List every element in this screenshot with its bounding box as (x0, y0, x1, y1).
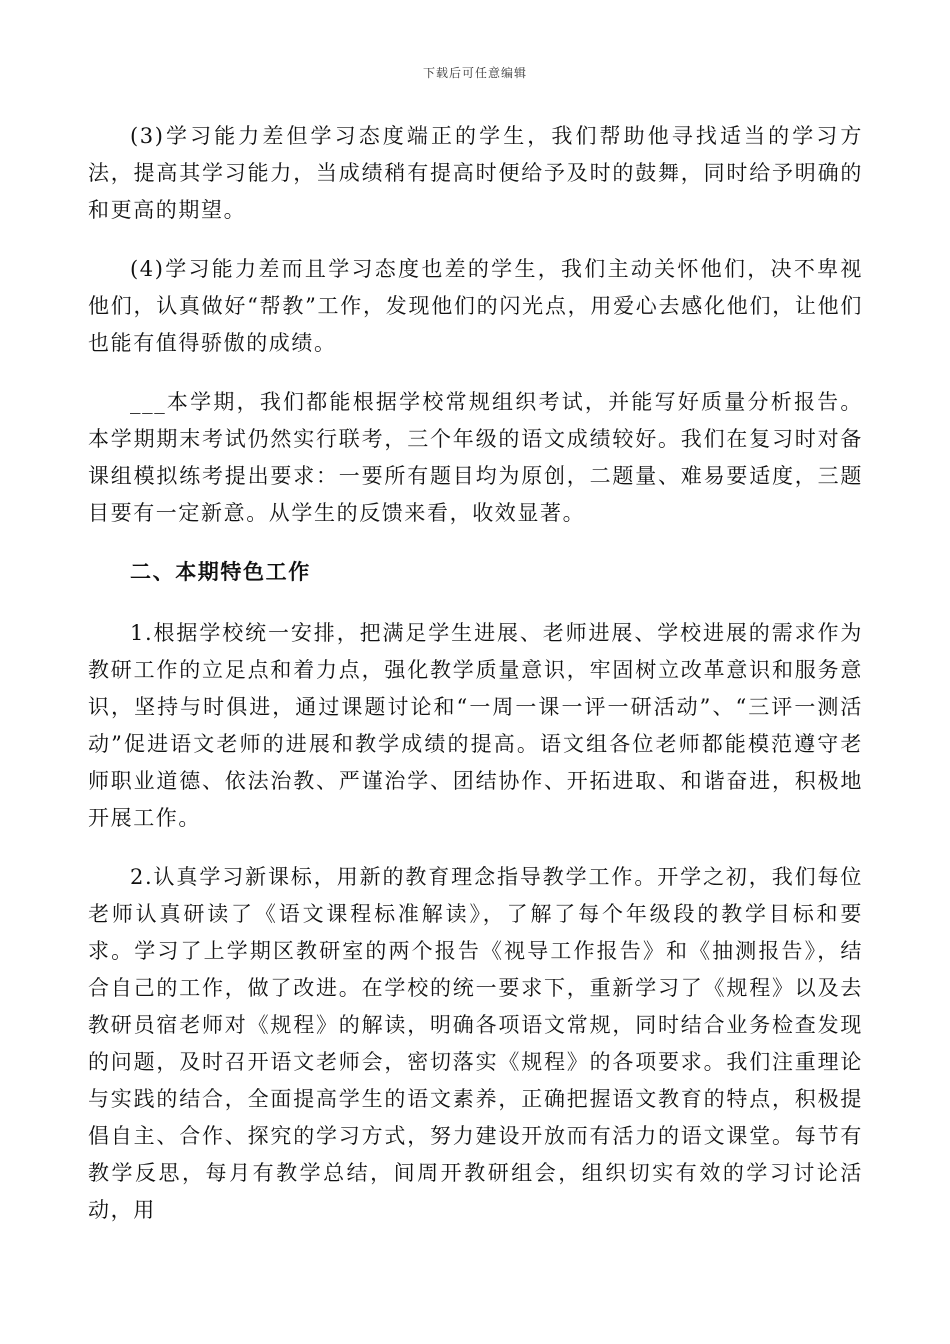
section-heading: 二、本期特色工作 (130, 560, 311, 584)
paragraph-item-1: 1.根据学校统一安排，把满足学生进展、老师进展、学校进展的需求作为教研工作的立足点和着力点，强化教学质量意识，牢固树立改革意识和服务意识，坚持与时俱进，通过课题讨论和“一周一课一评一研活动”、“三评一测活动”促进语文老师的进展和教学成绩的提高。语文组各位老师都能模范遵守老师职业道德、依法治教、严谨治学、团结协作、开拓进取、和谐奋进，积极地开展工作。 (88, 621, 863, 830)
document-body (88, 118, 863, 1251)
paragraph-exams: ___本学期，我们都能根据学校常规组织考试，并能写好质量分析报告。本学期期末考试仍然实行联考，三个年级的语文成绩较好。我们在复习时对备课组模拟练考提出要求：一要所有题目均为原创，二题量、难易要适度，三题目要有一定新意。从学生的反馈来看，收效显著。 (88, 390, 863, 525)
paragraph-item-2: 2.认真学习新课标，用新的教育理念指导教学工作。开学之初，我们每位老师认真研读了《语文课程标准解读》，了解了每个年级段的教学目标和要求。学习了上学期区教研室的两个报告《视导工作报告》和《抽测报告》，结合自己的工作，做了改进。在学校的统一要求下，重新学习了《规程》以及去教研员宿老师对《规程》的解读，明确各项语文常规，同时结合业务检查发现的问题，及时召开语文老师会，密切落实《规程》的各项要求。我们注重理论与实践的结合，全面提高学生的语文素养，正确把握语文教育的特点，积极提倡自主、合作、探究的学习方式，努力建设开放而有活力的语文课堂。每节有教学反思，每月有教学总结，间周开教研组会，组织切实有效的学习讨论活动，用 (88, 865, 863, 1222)
page-header-note: 下载后可任意编辑 (422, 66, 527, 80)
paragraph-3: (3)学习能力差但学习态度端正的学生，我们帮助他寻找适当的学习方法，提高其学习能力，当成绩稍有提高时便给予及时的鼓舞，同时给予明确的和更高的期望。 (88, 124, 863, 222)
paragraph-4: (4)学习能力差而且学习态度也差的学生，我们主动关怀他们，决不卑视他们，认真做好“帮教”工作，发现他们的闪光点，用爱心去感化他们，让他们也能有值得骄傲的成绩。 (88, 257, 863, 355)
